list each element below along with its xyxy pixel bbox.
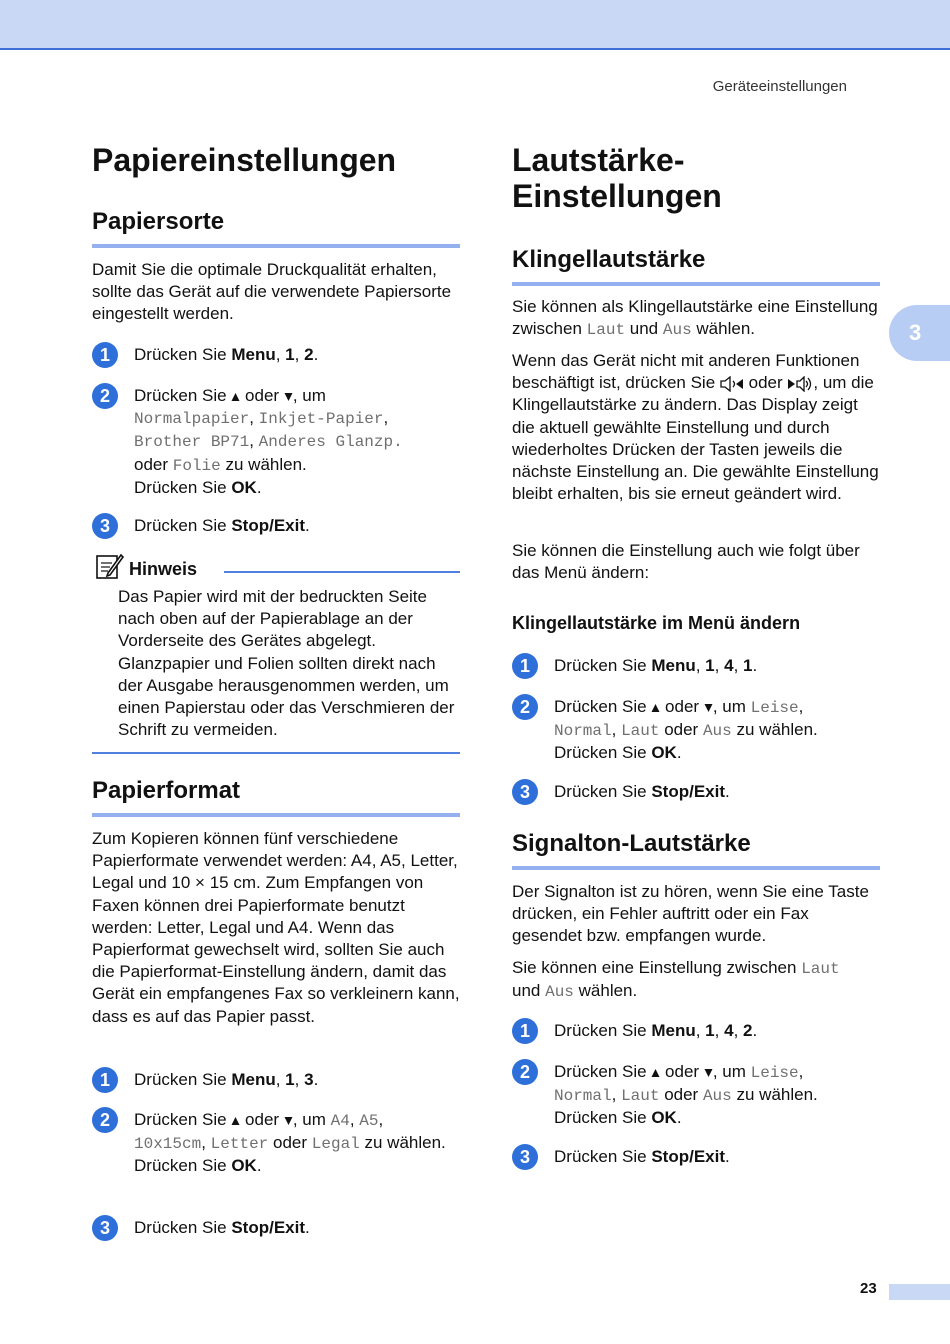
step-text: Drücken Sie Menu, 1, 2. <box>134 345 319 364</box>
klingel-para-3: Sie können die Einstellung auch wie folgt über das Menü ändern: <box>512 541 860 583</box>
arrow-up-icon <box>651 1068 660 1078</box>
step-number: 2 <box>512 1059 538 1085</box>
page-number-tab <box>889 1284 950 1300</box>
step-3 <box>92 515 460 537</box>
volume-high-icon <box>787 376 813 392</box>
page-title: Papiereinstellungen <box>92 142 397 178</box>
arrow-down-icon <box>704 703 713 713</box>
step-text: Drücken Sie Stop/Exit. <box>134 516 310 535</box>
step-1 <box>512 655 880 677</box>
arrow-down-icon <box>704 1068 713 1078</box>
section-heading-papierformat: Papierformat <box>92 778 460 817</box>
signalton-para-1: Der Signalton ist zu hören, wenn Sie eine Taste drücken, ein Fehler auftritt oder ein Fax gesendet bzw. empfangen wurde. <box>512 882 869 946</box>
step-text: Drücken Sie Stop/Exit. <box>134 1218 310 1237</box>
step-2 <box>512 1061 880 1130</box>
key-menu: Menu <box>651 1021 696 1040</box>
step-3 <box>92 1217 460 1239</box>
key-stop-exit: Stop/Exit <box>651 1147 725 1166</box>
step-1 <box>92 1069 460 1091</box>
step-2 <box>512 696 880 765</box>
arrow-down-icon <box>284 1116 293 1126</box>
step-number: 2 <box>92 1107 118 1133</box>
step-number: 3 <box>92 1215 118 1241</box>
step-number: 1 <box>92 1067 118 1093</box>
note-text: Das Papier wird mit der bedruckten Seite nach oben auf der Papierablage an der Vorderseite des Gerätes abgelegt. Glanzpapier und Folien sollten direkt nach der Ausgabe herausgenommen werden, um einen Papierstau oder das Verschmieren der Schrift zu vermeiden. <box>118 587 455 740</box>
arrow-up-icon <box>651 703 660 713</box>
note-rule <box>224 571 460 573</box>
key-stop-exit: Stop/Exit <box>651 782 725 801</box>
step-number: 3 <box>92 513 118 539</box>
step-number: 2 <box>512 694 538 720</box>
step-number: 3 <box>512 779 538 805</box>
step-1 <box>512 1020 880 1042</box>
step-text: Drücken Sie Stop/Exit. <box>554 782 730 801</box>
signalton-para-2: Sie können eine Einstellung zwischen Laut und Aus wählen. <box>512 958 840 1002</box>
step-3 <box>512 1146 880 1168</box>
step-text: Drücken Sie oder , um Leise, Normal, Laut oder Aus zu wählen. Drücken Sie OK. <box>554 1062 818 1128</box>
chapter-tab: 3 <box>889 305 950 361</box>
papierformat-intro: Zum Kopieren können fünf verschiedene Papierformate verwendet werden: A4, A5, Letter, Legal und 10 × 15 cm. Zum Empfangen von Faxen können drei Papierformate benutzt werden: Letter, Legal und A4. Wenn das Papierformat gewechselt wird, sollten Sie auch die Papierformat-Einstellung ändern, damit das Gerät ein empfangenes Fax so verkleinern kann, dass es auf das Papier passt. <box>92 829 460 1026</box>
note-header <box>92 551 460 585</box>
step-number: 3 <box>512 1144 538 1170</box>
arrow-down-icon <box>284 392 293 402</box>
step-text: Drücken Sie oder , um Leise, Normal, Laut oder Aus zu wählen. Drücken Sie OK. <box>554 697 818 763</box>
note-end-rule <box>92 752 460 754</box>
key-stop-exit: Stop/Exit <box>231 1218 305 1237</box>
subheading: Klingellautstärke im Menü ändern <box>512 613 801 633</box>
header-band <box>0 0 950 50</box>
step-text: Drücken Sie oder , um Normalpapier, Inkjet-Papier, Brother BP71, Anderes Glanzp. oder Folie zu wählen. Drücken Sie OK. <box>134 386 403 497</box>
key-menu: Menu <box>651 656 696 675</box>
step-number: 1 <box>512 1018 538 1044</box>
step-text: Drücken Sie Menu, 1, 4, 1. <box>554 656 758 675</box>
klingel-para-1: Sie können als Klingellautstärke eine Einstellung zwischen Laut und Aus wählen. <box>512 297 878 340</box>
step-number: 1 <box>512 653 538 679</box>
step-text: Drücken Sie Stop/Exit. <box>554 1147 730 1166</box>
papiersorte-intro: Damit Sie die optimale Druckqualität erhalten, sollte das Gerät auf die verwendete Papiersorte eingestellt werden. <box>92 260 452 324</box>
key-stop-exit: Stop/Exit <box>231 516 305 535</box>
key-menu: Menu <box>231 345 276 364</box>
running-head: Geräteeinstellungen <box>712 78 847 95</box>
step-number: 1 <box>92 342 118 368</box>
step-1 <box>92 344 460 366</box>
section-heading-papiersorte: Papiersorte <box>92 209 460 248</box>
step-2 <box>92 1109 460 1178</box>
note-title: Hinweis <box>129 559 198 579</box>
step-number: 2 <box>92 383 118 409</box>
page-number: 23 <box>860 1280 877 1297</box>
volume-low-icon <box>720 376 744 392</box>
step-text: Drücken Sie oder , um A4, A5, 10x15cm, Letter oder Legal zu wählen. Drücken Sie OK. <box>134 1110 446 1176</box>
section-heading-signalton: Signalton-Lautstärke <box>512 831 880 870</box>
section-title: Lautstärke- Einstellungen <box>512 142 722 214</box>
step-2 <box>92 385 460 499</box>
key-menu: Menu <box>231 1070 276 1089</box>
step-text: Drücken Sie Menu, 1, 4, 2. <box>554 1021 758 1040</box>
note-pencil-icon <box>94 551 124 581</box>
arrow-up-icon <box>231 1116 240 1126</box>
step-text: Drücken Sie Menu, 1, 3. <box>134 1070 319 1089</box>
section-heading-klingel: Klingellautstärke <box>512 247 880 286</box>
arrow-up-icon <box>231 392 240 402</box>
klingel-para-2: Wenn das Gerät nicht mit anderen Funktionen beschäftigt ist, drücken Sie oder , um die Klingellautstärke zu ändern. Das Display zeigt die aktuell gewählte Einstellung und durch wiederholtes Drücken der Tasten jeweils die nächste Einstellung an. Die gewählte Einstellung bleibt erhalten, bis sie erneut geändert wird. <box>512 351 879 504</box>
step-3 <box>512 781 880 803</box>
